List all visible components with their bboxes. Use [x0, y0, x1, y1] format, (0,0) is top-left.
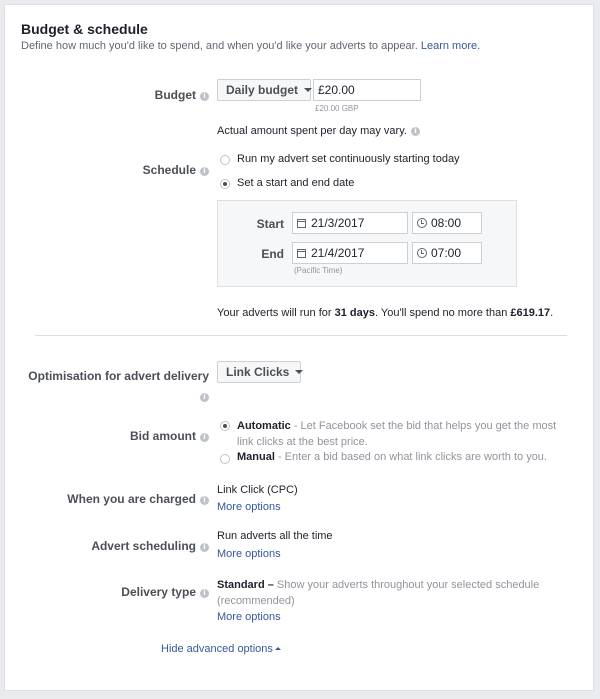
bid-manual-option[interactable]	[237, 451, 547, 463]
bid-automatic-title: Automatic	[237, 420, 291, 432]
schedule-dates-label[interactable]: Set a start and end date	[237, 177, 355, 189]
section-subtitle	[21, 40, 480, 52]
info-icon[interactable]: i	[200, 543, 209, 552]
clock-icon	[417, 248, 427, 258]
info-icon[interactable]: i	[200, 433, 209, 442]
bid-label-row	[105, 429, 209, 443]
bid-automatic-radio[interactable]	[220, 421, 230, 431]
schedule-dates-radio[interactable]	[220, 179, 230, 189]
hide-advanced-label: Hide advanced options	[161, 643, 273, 655]
schedule-continuous-label[interactable]: Run my advert set continuously starting today	[237, 153, 460, 165]
schedule-label-row	[125, 163, 209, 177]
summary-amount: £619.17	[510, 307, 551, 319]
start-date-value: 21/3/2017	[311, 216, 365, 230]
budget-label-row	[125, 88, 209, 102]
schedule-summary	[217, 307, 553, 319]
summary-days: 31 days	[334, 307, 375, 319]
scheduling-value: Run adverts all the time	[217, 530, 333, 542]
charged-label-row	[45, 492, 209, 506]
scheduling-label-row	[45, 539, 209, 553]
delivery-label-row	[45, 585, 209, 599]
budget-note-text: Actual amount spent per day may vary.	[217, 125, 407, 137]
bid-manual-radio[interactable]	[220, 454, 230, 464]
section-title: Budget & schedule	[21, 21, 148, 37]
hide-advanced-options-link[interactable]	[161, 643, 281, 655]
info-icon[interactable]: i	[200, 167, 209, 176]
summary-mid: . You'll spend no more than	[374, 307, 511, 319]
subtitle-text: Define how much you'd like to spend, and when you'd like your adverts to appear.	[21, 40, 418, 52]
delivery-value-title: Standard –	[217, 579, 274, 591]
budget-amount-input[interactable]: £20.00	[313, 79, 421, 101]
end-date-input[interactable]	[292, 242, 408, 264]
bid-manual-title: Manual	[237, 451, 275, 463]
charged-more-options-link[interactable]: More options	[217, 501, 281, 513]
budget-label: Budget	[154, 88, 196, 102]
scheduling-more-options-link[interactable]: More options	[217, 548, 281, 560]
bid-manual-desc: - Enter a bid based on what link clicks are worth to you.	[274, 451, 547, 463]
date-range-box	[217, 200, 517, 287]
summary-prefix: Your adverts will run for	[217, 307, 335, 319]
budget-type-label: Daily budget	[226, 83, 299, 97]
optimisation-dropdown[interactable]	[217, 361, 301, 383]
delivery-more-options-link[interactable]: More options	[217, 611, 281, 623]
start-time-value: 08:00	[431, 216, 462, 230]
chevron-up-icon	[275, 647, 281, 650]
delivery-label: Delivery type	[121, 585, 196, 599]
schedule-continuous-radio[interactable]	[220, 155, 230, 165]
delivery-value	[217, 577, 562, 609]
end-time-input[interactable]	[412, 242, 482, 264]
info-icon[interactable]: i	[200, 496, 209, 505]
info-icon[interactable]: i	[411, 127, 420, 136]
bid-label: Bid amount	[130, 429, 196, 443]
schedule-label: Schedule	[142, 163, 196, 177]
info-icon[interactable]: i	[200, 393, 209, 402]
scheduling-label: Advert scheduling	[91, 539, 196, 553]
optimisation-value: Link Clicks	[226, 365, 290, 379]
info-icon[interactable]: i	[200, 92, 209, 101]
end-time-value: 07:00	[431, 246, 462, 260]
charged-value: Link Click (CPC)	[217, 484, 298, 496]
start-date-input[interactable]	[292, 212, 408, 234]
calendar-icon	[297, 249, 306, 258]
charged-label: When you are charged	[67, 492, 196, 506]
bid-automatic-option[interactable]	[237, 418, 572, 450]
calendar-icon	[297, 219, 306, 228]
clock-icon	[417, 218, 427, 228]
start-time-input[interactable]	[412, 212, 482, 234]
chevron-down-icon	[304, 88, 312, 92]
section-divider	[35, 335, 567, 336]
chevron-down-icon	[295, 370, 303, 374]
budget-schedule-panel	[4, 4, 594, 691]
budget-type-dropdown[interactable]	[217, 79, 311, 101]
optimisation-label-row	[25, 366, 209, 406]
bid-automatic-desc: - Let Facebook set the bid that helps you get the most link clicks at the best price.	[237, 420, 557, 448]
budget-note	[217, 125, 420, 137]
summary-suffix: .	[550, 307, 554, 319]
end-date-value: 21/4/2017	[311, 246, 365, 260]
end-label: End	[261, 247, 284, 261]
info-icon[interactable]: i	[200, 589, 209, 598]
learn-more-link[interactable]: Learn more.	[420, 40, 481, 52]
start-label: Start	[256, 217, 284, 231]
budget-amount-caption: £20.00 GBP	[315, 104, 359, 113]
delivery-value-desc: Show your adverts throughout your selected schedule (recommended)	[217, 579, 540, 607]
timezone-label: (Pacific Time)	[294, 266, 343, 275]
optimisation-label: Optimisation for advert delivery	[28, 369, 209, 383]
